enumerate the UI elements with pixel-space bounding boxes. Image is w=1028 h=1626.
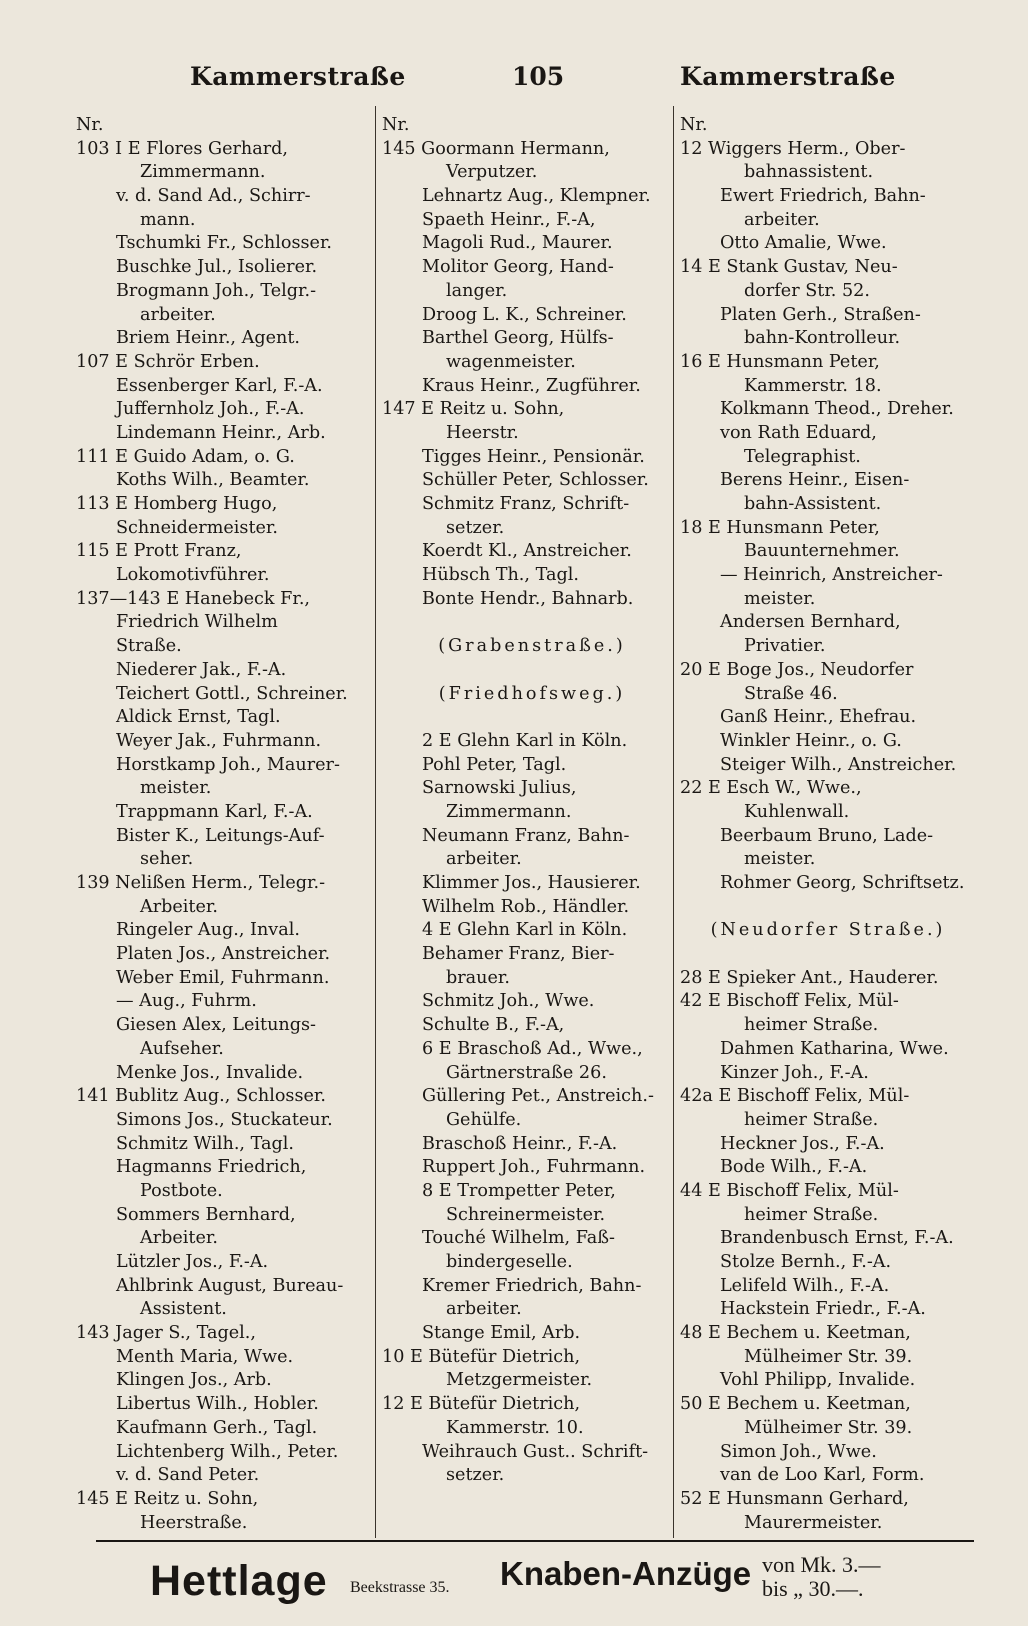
directory-entry-line: Stange Emil, Arb. xyxy=(422,1323,581,1344)
directory-entry-line: Schulte B., F.-A, xyxy=(422,1015,565,1036)
directory-entry-line: 18 E Hunsmann Peter, xyxy=(680,517,880,538)
directory-entry-line: 42a E Bischoff Felix, Mül- xyxy=(680,1086,910,1107)
directory-entry-line: Straße. xyxy=(116,636,182,657)
directory-entry-line: Steiger Wilh., Anstreicher. xyxy=(720,754,957,775)
directory-entry-line: Menth Maria, Wwe. xyxy=(116,1346,294,1367)
street-section-heading: (Neudorfer Straße.) xyxy=(710,920,946,941)
directory-entry-line: Schmitz Joh., Wwe. xyxy=(422,991,595,1012)
directory-entry-line: v. d. Sand Peter. xyxy=(116,1465,260,1486)
directory-entry-line: Arbeiter. xyxy=(140,896,218,917)
directory-entry-line: Kraus Heinr., Zugführer. xyxy=(422,375,641,396)
directory-entry-line: Friedrich Wilhelm xyxy=(116,612,278,633)
directory-entry-line: heimer Straße. xyxy=(744,1109,879,1130)
directory-entry-line: Platen Jos., Anstreicher. xyxy=(116,944,331,965)
directory-entry-line: Neumann Franz, Bahn- xyxy=(422,825,630,846)
directory-entry-line: 145 E Reitz u. Sohn, xyxy=(76,1488,259,1509)
directory-entry-line: Weyer Jak., Fuhrmann. xyxy=(116,730,322,751)
directory-entry-line: Güllering Pet., Anstreich.- xyxy=(422,1086,654,1107)
directory-entry-line: Niederer Jak., F.-A. xyxy=(116,659,287,680)
directory-entry-line xyxy=(680,943,976,967)
directory-entry-line: Brogmann Joh., Telgr.- xyxy=(116,280,317,301)
directory-entry-line: Berens Heinr., Eisen- xyxy=(720,470,910,491)
directory-entry-line: Lokomotivführer. xyxy=(116,565,270,586)
directory-entry-line: bahnassistent. xyxy=(744,162,874,183)
directory-entry-line: 113 E Homberg Hugo, xyxy=(76,494,278,514)
directory-entry-line: Straße 46. xyxy=(744,683,838,704)
directory-entry-line: heimer Straße. xyxy=(744,1015,879,1036)
directory-entry-line: bahn-Kontrolleur. xyxy=(744,328,901,349)
directory-entry-line: 2 E Glehn Karl in Köln. xyxy=(422,730,628,751)
directory-entry-line: Winkler Heinr., o. G. xyxy=(720,730,902,751)
directory-entry-line: arbeiter. xyxy=(446,849,522,870)
directory-entry-line: 44 E Bischoff Felix, Mül- xyxy=(680,1180,899,1201)
directory-entry-line xyxy=(680,896,976,920)
directory-entry-line: Klingen Jos., Arb. xyxy=(116,1370,272,1391)
ad-product: Knaben-Anzüge xyxy=(500,1555,752,1592)
directory-entry-line: 8 E Trompetter Peter, xyxy=(422,1180,616,1201)
directory-entry-line: 107 E Schrör Erben. xyxy=(76,351,260,372)
directory-entry-line: 28 E Spieker Ant., Hauderer. xyxy=(680,967,939,988)
directory-entry-line xyxy=(382,706,682,730)
advertisement-footer xyxy=(0,1545,1028,1615)
directory-entry-line: Metzgermeister. xyxy=(446,1370,593,1391)
ad-address: Beekstrasse 35. xyxy=(350,1579,450,1596)
directory-entry-line: Schreinermeister. xyxy=(446,1204,606,1225)
directory-entry-line: Mülheimer Str. 39. xyxy=(744,1417,913,1438)
directory-entry-line: Klimmer Jos., Hausierer. xyxy=(422,873,641,893)
directory-entry-line: Schmitz Franz, Schrift- xyxy=(422,494,630,514)
directory-entry-line: Bonte Hendr., Bahnarb. xyxy=(422,588,634,609)
directory-entry-line: Tschumki Fr., Schlosser. xyxy=(116,233,333,254)
header-left-street: Kammerstraße xyxy=(190,62,406,91)
directory-entry-line: 6 E Braschoß Ad., Wwe., xyxy=(422,1038,643,1059)
directory-entry-line: wagenmeister. xyxy=(446,351,576,372)
directory-entry-line: Trappmann Karl, F.-A. xyxy=(116,801,313,822)
directory-entry-line: Andersen Bernhard, xyxy=(720,612,901,633)
directory-entry-line: Dahmen Katharina, Wwe. xyxy=(720,1038,949,1059)
column-middle xyxy=(382,114,682,1488)
directory-entry-line: 103 I E Flores Gerhard, xyxy=(76,138,288,159)
directory-entry-line: 14 E Stank Gustav, Neu- xyxy=(680,257,898,278)
street-section-heading: (Friedhofsweg.) xyxy=(438,683,626,704)
directory-entry-line: 111 E Guido Adam, o. G. xyxy=(76,446,295,467)
directory-entry-line: Nr. xyxy=(76,115,104,135)
directory-entry-line: 12 E Bütefür Dietrich, xyxy=(382,1394,581,1415)
directory-entry-line: Bauunternehmer. xyxy=(744,541,900,562)
directory-entry-line: 139 Nelißen Herm., Telegr.- xyxy=(76,873,326,893)
directory-entry-line: langer. xyxy=(446,280,508,301)
directory-entry-line: Libertus Wilh., Hobler. xyxy=(116,1394,319,1415)
directory-entry-line: 147 E Reitz u. Sohn, xyxy=(382,399,565,420)
directory-entry-line: Hagmanns Friedrich, xyxy=(116,1157,307,1178)
directory-entry-line: Simon Joh., Wwe. xyxy=(720,1441,877,1462)
directory-entry-line: Gärtnerstraße 26. xyxy=(446,1062,607,1083)
directory-entry-line: 141 Bublitz Aug., Schlosser. xyxy=(76,1086,326,1107)
directory-entry-line: Horstkamp Joh., Maurer- xyxy=(116,754,340,775)
directory-entry-line: Privatier. xyxy=(744,636,826,657)
directory-entry-line: Buschke Jul., Isolierer. xyxy=(116,257,318,278)
directory-entry-line: Stolze Bernh., F.-A. xyxy=(720,1252,892,1272)
directory-entry-line: 12 Wiggers Herm., Ober- xyxy=(680,138,906,159)
directory-entry-line: von Rath Eduard, xyxy=(720,422,877,443)
directory-entry-line: Kremer Friedrich, Bahn- xyxy=(422,1275,642,1296)
directory-entry-line: Brandenbusch Ernst, F.-A. xyxy=(720,1228,954,1249)
directory-entry-line: dorfer Str. 52. xyxy=(744,280,870,301)
directory-entry-line: Zimmermann. xyxy=(446,801,572,822)
ad-brand: Hettlage xyxy=(150,1557,328,1605)
directory-entry-line: Wilhelm Rob., Händler. xyxy=(422,896,630,917)
directory-entry-line: arbeiter. xyxy=(446,1299,522,1320)
directory-entry-line: setzer. xyxy=(446,517,505,538)
directory-entry-line: 50 E Bechem u. Keetman, xyxy=(680,1394,911,1415)
directory-entry-line: Ringeler Aug., Inval. xyxy=(116,920,300,941)
directory-entry-line: — Heinrich, Anstreicher- xyxy=(720,565,943,586)
directory-entry-line: Braschoß Heinr., F.-A. xyxy=(422,1133,618,1154)
directory-entry-line: 42 E Bischoff Felix, Mül- xyxy=(680,991,899,1012)
directory-entry-line: Beerbaum Bruno, Lade- xyxy=(720,825,934,846)
directory-entry-line: 10 E Bütefür Dietrich, xyxy=(382,1346,581,1367)
directory-entry-line: Ruppert Joh., Fuhrmann. xyxy=(422,1157,646,1178)
directory-entry-line: Assistent. xyxy=(140,1299,227,1320)
directory-entry-line: Nr. xyxy=(680,115,708,135)
directory-entry-line: Barthel Georg, Hülfs- xyxy=(422,328,614,349)
directory-entry-line: Lützler Jos., F.-A. xyxy=(116,1252,269,1272)
directory-entry-line: 16 E Hunsmann Peter, xyxy=(680,351,880,372)
directory-entry-line: Touché Wilhelm, Faß- xyxy=(422,1228,615,1249)
page-header xyxy=(0,62,1028,102)
directory-entry-line: brauer. xyxy=(446,967,510,988)
directory-entry-line: arbeiter. xyxy=(744,209,820,230)
directory-entry-line: 145 Goormann Hermann, xyxy=(382,138,610,159)
directory-entry-line: Heerstraße. xyxy=(140,1512,248,1533)
directory-entry-line: Sommers Bernhard, xyxy=(116,1204,296,1225)
directory-entry-line: Platen Gerh., Straßen- xyxy=(720,304,921,325)
directory-entry-line: meister. xyxy=(140,778,212,799)
directory-entry-line: Maurermeister. xyxy=(744,1512,883,1533)
directory-entry-line: mann. xyxy=(140,209,196,230)
directory-entry-line: Aufseher. xyxy=(140,1038,224,1059)
directory-entry-line: Kuhlenwall. xyxy=(744,801,850,822)
ad-price-from: von Mk. 3.— xyxy=(762,1552,881,1577)
directory-entry-line: Ewert Friedrich, Bahn- xyxy=(720,186,926,207)
directory-entry-line: arbeiter. xyxy=(140,304,216,325)
directory-entry-line: Weber Emil, Fuhrmann. xyxy=(116,967,330,988)
directory-entry-line: Schneidermeister. xyxy=(116,517,278,538)
directory-entry-line: Lichtenberg Wilh., Peter. xyxy=(116,1441,339,1462)
directory-entry-line: Briem Heinr., Agent. xyxy=(116,328,300,349)
directory-entry-line: Kolkmann Theod., Dreher. xyxy=(720,399,954,420)
directory-entry-line: Magoli Rud., Maurer. xyxy=(422,233,613,254)
directory-entry-line: Lindemann Heinr., Arb. xyxy=(116,422,326,443)
directory-entry-line: Heckner Jos., F.-A. xyxy=(720,1133,885,1154)
directory-entry-line: Simons Jos., Stuckateur. xyxy=(116,1109,333,1130)
column-left xyxy=(76,114,376,1535)
directory-entry-line: Bode Wilh., F.-A. xyxy=(720,1157,868,1178)
ad-price-to: bis „ 30.—. xyxy=(762,1576,864,1601)
directory-entry-line: van de Loo Karl, Form. xyxy=(720,1465,925,1486)
directory-entry-line: Pohl Peter, Tagl. xyxy=(422,754,567,775)
directory-entry-line xyxy=(382,611,682,635)
directory-entry-line: Vohl Philipp, Invalide. xyxy=(720,1370,916,1391)
directory-entry-line xyxy=(382,659,682,683)
directory-entry-line: Hackstein Friedr., F.-A. xyxy=(720,1299,926,1320)
directory-entry-line: 48 E Bechem u. Keetman, xyxy=(680,1323,911,1344)
directory-entry-line: v. d. Sand Ad., Schirr- xyxy=(116,186,311,207)
directory-entry-line: heimer Straße. xyxy=(744,1204,879,1225)
street-section-heading: (Grabenstraße.) xyxy=(438,636,626,657)
directory-entry-line: Weihrauch Gust.. Schrift- xyxy=(422,1441,649,1462)
directory-entry-line: Tigges Heinr., Pensionär. xyxy=(422,446,645,467)
directory-entry-line: Zimmermann. xyxy=(140,162,266,183)
directory-entry-line: bindergeselle. xyxy=(446,1252,573,1272)
directory-entry-line: Sarnowski Julius, xyxy=(422,778,577,799)
directory-entry-line: Aldick Ernst, Tagl. xyxy=(116,707,281,728)
directory-entry-line: meister. xyxy=(744,588,816,609)
directory-entry-line: Lelifeld Wilh., F.-A. xyxy=(720,1275,890,1296)
directory-entry-line: setzer. xyxy=(446,1465,505,1486)
directory-entry-line: 20 E Boge Jos., Neudorfer xyxy=(680,659,914,680)
directory-entry-line: Otto Amalie, Wwe. xyxy=(720,233,887,254)
directory-entry-line: Nr. xyxy=(382,115,410,135)
directory-entry-line: 137—143 E Hanebeck Fr., xyxy=(76,588,311,609)
directory-entry-line: Gehülfe. xyxy=(446,1109,522,1130)
directory-entry-line: Spaeth Heinr., F.-A, xyxy=(422,209,596,230)
column-right xyxy=(680,114,976,1535)
directory-entry-line: Kinzer Joh., F.-A. xyxy=(720,1062,869,1083)
directory-entry-line: Giesen Alex, Leitungs- xyxy=(116,1015,317,1036)
directory-entry-line: 143 Jager S., Tagel., xyxy=(76,1323,256,1344)
directory-entry-line: Ahlbrink August, Bureau- xyxy=(116,1275,344,1296)
directory-entry-line: 4 E Glehn Karl in Köln. xyxy=(422,920,628,941)
directory-entry-line: Mülheimer Str. 39. xyxy=(744,1346,913,1367)
directory-entry-line: Postbote. xyxy=(140,1180,223,1201)
ad-price xyxy=(762,1553,881,1601)
directory-entry-line: 115 E Prott Franz, xyxy=(76,541,242,562)
directory-entry-line: seher. xyxy=(140,849,194,870)
directory-entry-line: Teichert Gottl., Schreiner. xyxy=(116,683,348,704)
directory-entry-line: Essenberger Karl, F.-A. xyxy=(116,375,323,396)
directory-entry-line: Koerdt Kl., Anstreicher. xyxy=(422,541,632,562)
directory-entry-line: Bister K., Leitungs-Auf- xyxy=(116,825,325,846)
directory-entry-line: meister. xyxy=(744,849,816,870)
directory-entry-line: Verputzer. xyxy=(446,162,538,183)
directory-entry-line: Kammerstr. 18. xyxy=(744,375,882,396)
directory-entry-line: Rohmer Georg, Schriftsetz. xyxy=(720,873,965,893)
directory-entry-line: Menke Jos., Invalide. xyxy=(116,1062,304,1083)
directory-entry-line: Schmitz Wilh., Tagl. xyxy=(116,1133,294,1154)
directory-entry-line: Koths Wilh., Beamter. xyxy=(116,470,310,491)
directory-entry-line: Telegraphist. xyxy=(744,446,861,467)
directory-entry-line: Heerstr. xyxy=(446,422,519,443)
directory-entry-line: Droog L. K., Schreiner. xyxy=(422,304,627,325)
directory-entry-line: 22 E Esch W., Wwe., xyxy=(680,778,862,799)
directory-entry-line: Schüller Peter, Schlosser. xyxy=(422,470,649,491)
directory-entry-line: Hübsch Th., Tagl. xyxy=(422,565,579,586)
header-right-street: Kammerstraße xyxy=(680,62,896,91)
directory-entry-line: bahn-Assistent. xyxy=(744,494,882,514)
directory-entry-line: Lehnartz Aug., Klempner. xyxy=(422,186,651,207)
directory-entry-line: Ganß Heinr., Ehefrau. xyxy=(720,707,917,728)
footer-divider xyxy=(96,1540,974,1542)
directory-entry-line: Molitor Georg, Hand- xyxy=(422,257,614,278)
directory-entry-line: Arbeiter. xyxy=(140,1228,218,1249)
directory-entry-line: 52 E Hunsmann Gerhard, xyxy=(680,1488,909,1509)
directory-entry-line: — Aug., Fuhrm. xyxy=(116,991,257,1012)
directory-entry-line: Kaufmann Gerh., Tagl. xyxy=(116,1417,318,1438)
directory-entry-line: Kammerstr. 10. xyxy=(446,1417,584,1438)
directory-entry-line: Behamer Franz, Bier- xyxy=(422,944,615,965)
directory-entry-line: Juffernholz Joh., F.-A. xyxy=(116,399,305,420)
page-number: 105 xyxy=(512,62,565,91)
